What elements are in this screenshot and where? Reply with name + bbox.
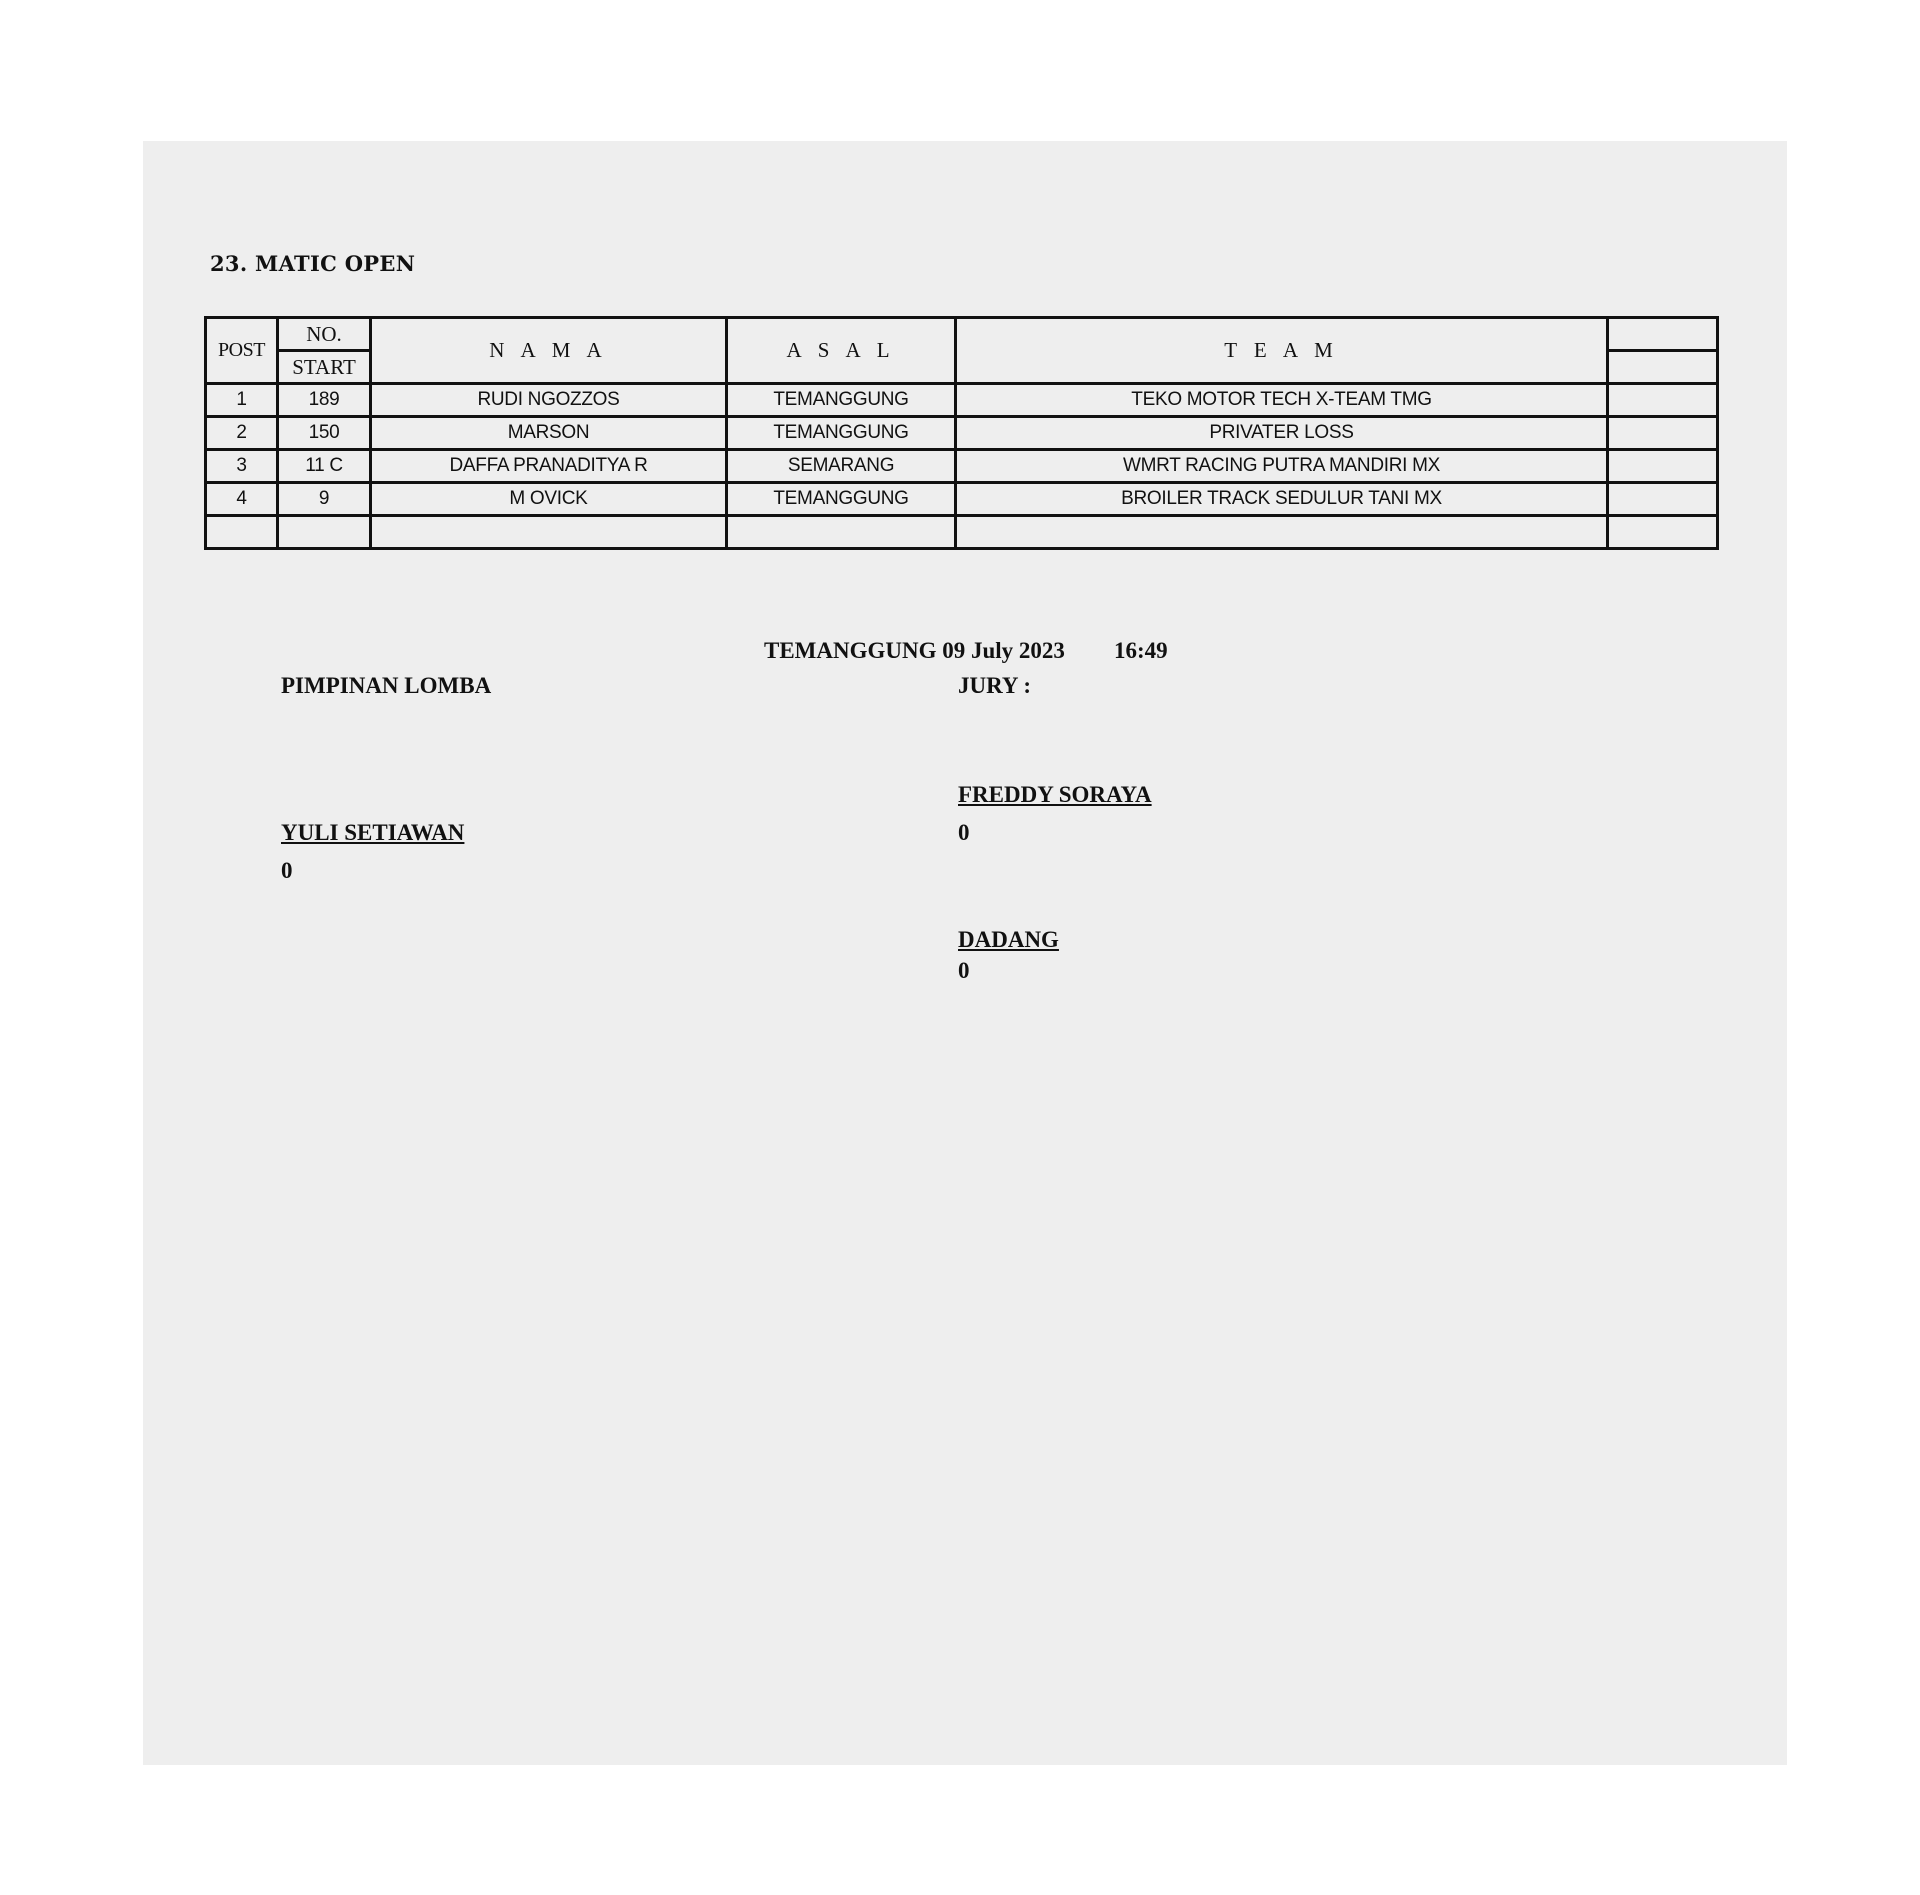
place-date: TEMANGGUNG 09 July 2023 xyxy=(764,638,1065,663)
cell-nama: RUDI NGOZZOS xyxy=(371,384,727,417)
jury-value: 0 xyxy=(958,820,970,845)
cell-post: 4 xyxy=(206,483,278,516)
cell-nama: MARSON xyxy=(371,417,727,450)
cell-team: BROILER TRACK SEDULUR TANI MX xyxy=(956,483,1608,516)
cell-team xyxy=(956,516,1608,549)
jury-name: DADANG xyxy=(958,927,1059,952)
cell-extra xyxy=(1608,417,1718,450)
cell-asal xyxy=(727,516,956,549)
header-post: POST xyxy=(206,318,278,384)
cell-post xyxy=(206,516,278,549)
header-row xyxy=(206,318,1718,351)
table-row-empty xyxy=(206,516,1718,549)
cell-extra xyxy=(1608,483,1718,516)
cell-no: 11 C xyxy=(278,450,371,483)
class-title: 23. MATIC OPEN xyxy=(210,251,416,276)
cell-extra xyxy=(1608,516,1718,549)
cell-nama xyxy=(371,516,727,549)
table-row xyxy=(206,417,1718,450)
header-asal: A S A L xyxy=(727,318,956,384)
results-sheet xyxy=(143,141,1787,1765)
time: 16:49 xyxy=(1114,638,1168,663)
jury-value: 0 xyxy=(958,958,970,983)
table-row xyxy=(206,483,1718,516)
table-row xyxy=(206,384,1718,417)
cell-extra xyxy=(1608,450,1718,483)
header-team: T E A M xyxy=(956,318,1608,384)
cell-post: 1 xyxy=(206,384,278,417)
table-row xyxy=(206,450,1718,483)
header-start: START xyxy=(278,351,371,384)
cell-nama: M OVICK xyxy=(371,483,727,516)
header-no: NO. xyxy=(278,318,371,351)
results-table xyxy=(204,316,1719,550)
cell-no xyxy=(278,516,371,549)
header-extra-bottom xyxy=(1608,351,1718,384)
cell-no: 189 xyxy=(278,384,371,417)
race-director-label: PIMPINAN LOMBA xyxy=(281,673,492,698)
cell-nama: DAFFA PRANADITYA R xyxy=(371,450,727,483)
race-director-value: 0 xyxy=(281,858,293,883)
header-extra-top xyxy=(1608,318,1718,351)
jury-label: JURY : xyxy=(958,673,1032,698)
cell-no: 150 xyxy=(278,417,371,450)
cell-asal: TEMANGGUNG xyxy=(727,384,956,417)
cell-asal: SEMARANG xyxy=(727,450,956,483)
cell-team: TEKO MOTOR TECH X-TEAM TMG xyxy=(956,384,1608,417)
cell-post: 2 xyxy=(206,417,278,450)
race-director-name: YULI SETIAWAN xyxy=(281,820,465,845)
header-nama: N A M A xyxy=(371,318,727,384)
jury-name: FREDDY SORAYA xyxy=(958,782,1152,807)
cell-asal: TEMANGGUNG xyxy=(727,417,956,450)
cell-asal: TEMANGGUNG xyxy=(727,483,956,516)
cell-team: WMRT RACING PUTRA MANDIRI MX xyxy=(956,450,1608,483)
cell-no: 9 xyxy=(278,483,371,516)
cell-extra xyxy=(1608,384,1718,417)
cell-post: 3 xyxy=(206,450,278,483)
cell-team: PRIVATER LOSS xyxy=(956,417,1608,450)
